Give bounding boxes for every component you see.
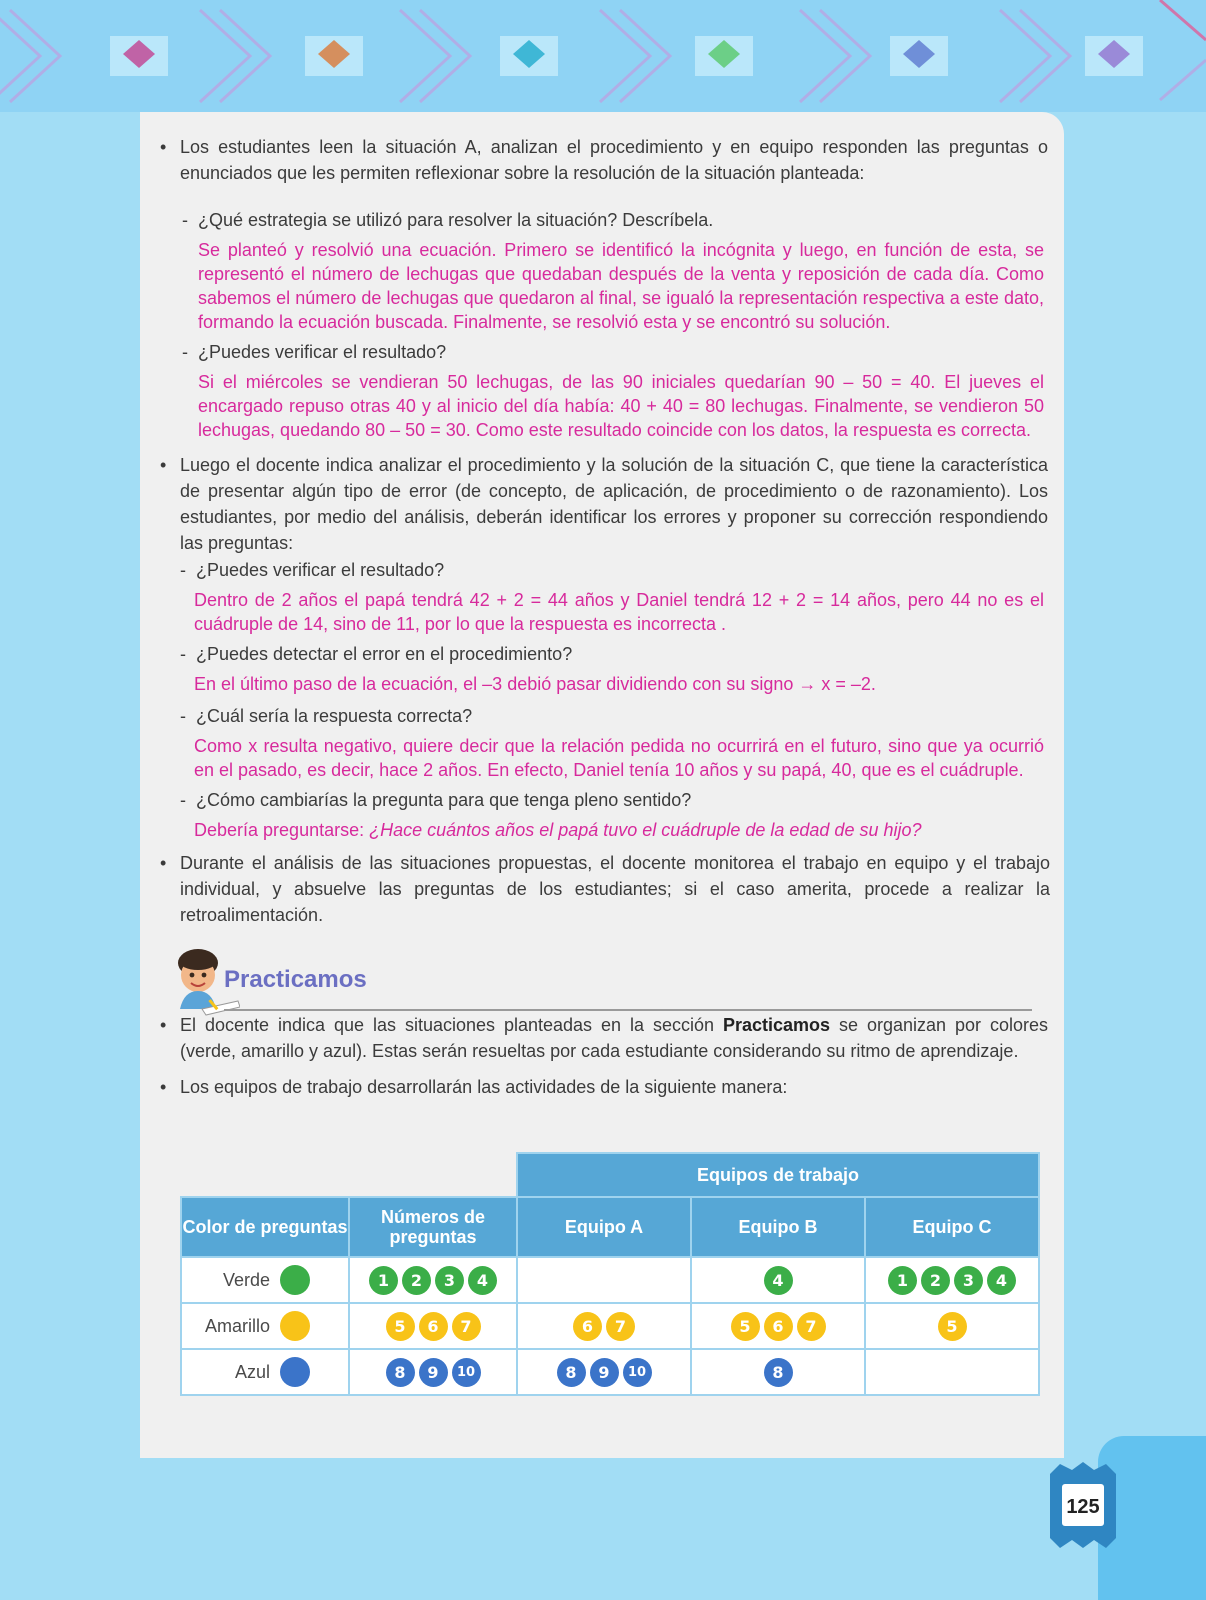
bullet-text: Durante el análisis de las situaciones propuestas, el docente monitorea el trabajo en equipo y el trabajo individual, y absuelve las preguntas de los estudiantes; si el caso amerita, procede a realizar la retroalimentación. bbox=[180, 853, 1050, 925]
bullet-intro bbox=[160, 134, 1048, 186]
answer-prefix: Debería preguntarse: bbox=[194, 820, 370, 840]
content-card bbox=[140, 112, 1064, 1458]
bullet-dot: • bbox=[160, 853, 167, 873]
color-dot bbox=[280, 1357, 310, 1387]
bullet-dot: • bbox=[160, 1015, 167, 1035]
question-reformulate: - ¿Cómo cambiarías la pregunta para que tenga pleno sentido? bbox=[180, 790, 692, 810]
question-strategy: - ¿Qué estrategia se utilizó para resolver la situación? Descríbela. bbox=[182, 210, 714, 230]
bullet-colors bbox=[160, 1012, 1048, 1064]
table-cell bbox=[348, 1256, 518, 1304]
bullet-bold-text: Practicamos bbox=[722, 1015, 831, 1035]
question-number-badge: 8 bbox=[386, 1358, 415, 1387]
answer-verify-1: Si el miércoles se vendieran 50 lechugas, de las 90 iniciales quedarían 90 – 50 = 40. El jueves el encargado repuso otras 40 y al inicio del día había: 40 + 40 = 80 lechugas. Finalmente, se vendieron 50 lechugas, quedando 80 – 50 = 30. Como este resultado coincide con los datos, la respuesta es correcta. bbox=[198, 372, 1044, 440]
page-number-badge bbox=[1038, 1460, 1128, 1550]
question-text: ¿Cómo cambiarías la pregunta para que tenga pleno sentido? bbox=[196, 790, 692, 810]
question-text: ¿Cuál sería la respuesta correcta? bbox=[196, 706, 473, 726]
table-cell bbox=[348, 1302, 518, 1350]
question-number-badge: 9 bbox=[590, 1358, 619, 1387]
answer-verify-2: Dentro de 2 años el papá tendrá 42 + 2 = 44 años y Daniel tendrá 12 + 2 = 14 años, pero 44 no es el cuádruple de 14, sino de 11, por lo que la respuesta es incorrecta . bbox=[194, 590, 1044, 634]
question-number-badge: 8 bbox=[764, 1358, 793, 1387]
table-cell bbox=[516, 1302, 692, 1350]
table-cell bbox=[864, 1256, 1040, 1304]
answer-error: En el último paso de la ecuación, el –3 debió pasar dividiendo con su signo → x = –2. bbox=[194, 674, 876, 694]
table-cell bbox=[348, 1348, 518, 1396]
question-text: ¿Puedes verificar el resultado? bbox=[198, 342, 447, 362]
answer-reformulate bbox=[194, 818, 1044, 842]
question-number-badge: 5 bbox=[938, 1312, 967, 1341]
section-divider bbox=[224, 1009, 1032, 1011]
question-number-badge: 5 bbox=[386, 1312, 415, 1341]
question-number-badge: 10 bbox=[623, 1358, 652, 1387]
color-dot bbox=[280, 1311, 310, 1341]
col-header-team-a: Equipo A bbox=[516, 1196, 692, 1258]
col-header-team-c: Equipo C bbox=[864, 1196, 1040, 1258]
question-number-badge: 4 bbox=[468, 1266, 497, 1295]
question-text: ¿Puedes verificar el resultado? bbox=[196, 560, 445, 580]
bullet-text: Luego el docente indica analizar el procedimiento y la solución de la situación C, que tiene la característica de presentar algún tipo de error (de concepto, de aplicación, de procedimiento o de razonamiento). Los estudiantes, por medio del análisis, deberán identificar los errores y proponer su corrección respondiendo las preguntas: bbox=[180, 455, 1048, 553]
bullet-situation-c bbox=[160, 452, 1048, 556]
question-number-badge: 2 bbox=[402, 1266, 431, 1295]
question-verify-1: - ¿Puedes verificar el resultado? bbox=[182, 342, 447, 362]
bullet-dot: • bbox=[160, 137, 167, 157]
row-color-name: Verde bbox=[222, 1269, 270, 1290]
question-verify-2: - ¿Puedes verificar el resultado? bbox=[180, 560, 445, 580]
question-text: ¿Puedes detectar el error en el procedimiento? bbox=[196, 644, 573, 664]
question-number-badge: 9 bbox=[419, 1358, 448, 1387]
page-number: 125 bbox=[1066, 1496, 1100, 1518]
col-header-numbers: Números de preguntas bbox=[348, 1196, 518, 1258]
bullet-text: Los estudiantes leen la situación A, analizan el procedimiento y en equipo responden las preguntas o enunciados que les permiten reflexionar sobre la resolución de la situación planteada: bbox=[180, 137, 1048, 183]
question-correct: - ¿Cuál sería la respuesta correcta? bbox=[180, 706, 473, 726]
question-number-badge: 7 bbox=[797, 1312, 826, 1341]
question-number-badge: 8 bbox=[557, 1358, 586, 1387]
question-number-badge: 3 bbox=[435, 1266, 464, 1295]
table-cell bbox=[864, 1348, 1040, 1396]
question-number-badge: 1 bbox=[888, 1266, 917, 1295]
bullet-text: Los equipos de trabajo desarrollarán las actividades de la siguiente manera: bbox=[180, 1077, 788, 1097]
question-text: ¿Qué estrategia se utilizó para resolver la situación? Descríbela. bbox=[198, 210, 714, 230]
col-header-team-b: Equipo B bbox=[690, 1196, 866, 1258]
table-row-label bbox=[180, 1302, 350, 1350]
row-color-name: Amarillo bbox=[204, 1315, 270, 1336]
question-number-badge: 5 bbox=[731, 1312, 760, 1341]
question-number-badge: 4 bbox=[987, 1266, 1016, 1295]
bullet-text: El docente indica que las situaciones planteadas en la sección bbox=[180, 1015, 723, 1035]
question-number-badge: 6 bbox=[764, 1312, 793, 1341]
table-cell bbox=[516, 1256, 692, 1304]
question-number-badge: 6 bbox=[573, 1312, 602, 1341]
teams-table bbox=[180, 1152, 1040, 1398]
table-row-label bbox=[180, 1256, 350, 1304]
question-number-badge: 1 bbox=[369, 1266, 398, 1295]
question-number-badge: 7 bbox=[606, 1312, 635, 1341]
question-number-badge: 2 bbox=[921, 1266, 950, 1295]
color-dot bbox=[280, 1265, 310, 1295]
table-cell bbox=[864, 1302, 1040, 1350]
bullet-teams bbox=[160, 1074, 1048, 1100]
decorative-banner bbox=[0, 0, 1206, 112]
table-cell bbox=[690, 1302, 866, 1350]
answer-correct: Como x resulta negativo, quiere decir que la relación pedida no ocurrirá en el futuro, sino que ya ocurrió en el pasado, es decir, hace 2 años. En efecto, Daniel tenía 10 años y su papá, 40, que es el cuádruple. bbox=[194, 736, 1044, 780]
row-color-name: Azul bbox=[234, 1361, 270, 1382]
answer-strategy: Se planteó y resolvió una ecuación. Primero se identificó la incógnita y luego, en función de esta, se representó el número de lechugas que quedaban después de la venta y reposición de cada día. Como sabemos el número de lechugas que quedaron al final, se igualó la representación respectiva a este dato, formando la ecuación buscada. Finalmente, se resolvió esta y se encontró su solución. bbox=[198, 240, 1044, 332]
question-number-badge: 4 bbox=[764, 1266, 793, 1295]
question-number-badge: 3 bbox=[954, 1266, 983, 1295]
question-number-badge: 10 bbox=[452, 1358, 481, 1387]
answer-italic: ¿Hace cuántos años el papá tuvo el cuádruple de la edad de su hijo? bbox=[369, 820, 922, 840]
table-cell bbox=[690, 1348, 866, 1396]
question-number-badge: 6 bbox=[419, 1312, 448, 1341]
bullet-dot: • bbox=[160, 1077, 167, 1097]
table-row-label bbox=[180, 1348, 350, 1396]
bullet-monitoring bbox=[160, 850, 1050, 928]
col-header-color: Color de preguntas bbox=[180, 1196, 350, 1258]
question-number-badge: 7 bbox=[452, 1312, 481, 1341]
bullet-text: se organizan por colores (verde, amarillo y azul). Estas serán resueltas por cada estudiante considerando su ritmo de aprendizaje. bbox=[180, 1015, 1048, 1061]
table-group-header: Equipos de trabajo bbox=[516, 1152, 1040, 1198]
question-error: - ¿Puedes detectar el error en el procedimiento? bbox=[180, 644, 573, 664]
table-cell bbox=[690, 1256, 866, 1304]
bullet-dot: • bbox=[160, 455, 167, 475]
section-title-practicamos: Practicamos bbox=[224, 966, 367, 993]
table-cell bbox=[516, 1348, 692, 1396]
